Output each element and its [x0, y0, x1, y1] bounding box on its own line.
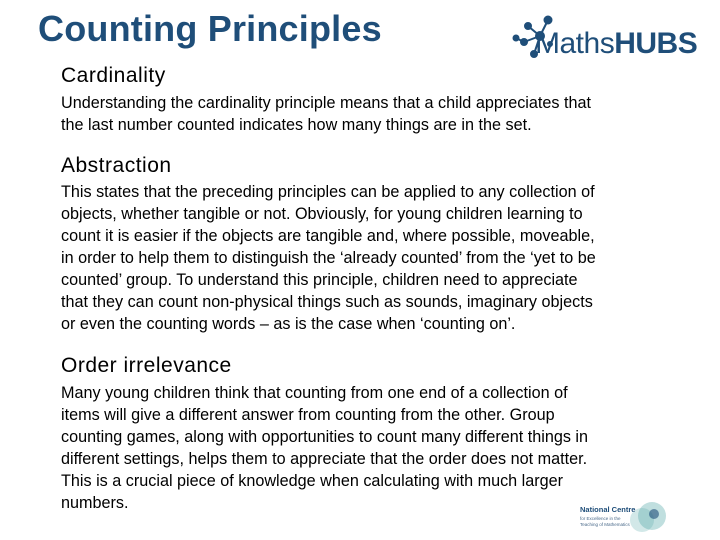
page-title: Counting Principles [38, 8, 382, 49]
ncetm-line-1: National Centre [580, 505, 636, 514]
body-line: This is a crucial piece of knowledge when calculating with much larger [61, 472, 564, 490]
body-line: items will give a different answer from counting from the other. Group [61, 406, 555, 424]
body-line: counting games, along with opportunities to count many different things in [61, 428, 589, 446]
logo-maths-text: Maths [535, 27, 615, 60]
ncetm-logo [578, 500, 678, 540]
body-line: This states that the preceding principles can be applied to any collection of [61, 183, 595, 201]
ncetm-line-2: for Excellence in the [580, 516, 621, 521]
section-heading-order-irrelevance: Order irrelevance [61, 354, 232, 377]
body-line: Many young children think that counting from one end of a collection of [61, 384, 568, 402]
logo-hubs-text: HUBS [614, 27, 698, 60]
section-body-cardinality [61, 92, 591, 136]
body-line: that they can count non-physical things such as sounds, imaginary objects [61, 293, 593, 311]
maths-hubs-logo [535, 27, 697, 61]
body-line: or even the counting words – as is the case when ‘counting on’. [61, 315, 516, 333]
body-line: numbers. [61, 494, 129, 512]
body-line: in order to help them to distinguish the ‘already counted’ from the ‘yet to be [61, 249, 596, 267]
body-line: counted’ group. To understand this principle, children need to appreciate [61, 271, 578, 289]
ncetm-line-3: Teaching of Mathematics [580, 522, 630, 527]
section-body-abstraction [61, 181, 596, 335]
section-body-order-irrelevance [61, 382, 588, 514]
section-heading-cardinality: Cardinality [61, 64, 166, 87]
body-line: Understanding the cardinality principle means that a child appreciates that [61, 94, 591, 112]
body-line: the last number counted indicates how many things are in the set. [61, 116, 532, 134]
section-heading-abstraction: Abstraction [61, 154, 172, 177]
body-line: different settings, helps them to appreciate that the order does not matter. [61, 450, 588, 468]
body-line: objects, whether tangible or not. Obviously, for young children learning to [61, 205, 583, 223]
body-line: count it is easier if the objects are tangible and, where possible, moveable, [61, 227, 595, 245]
